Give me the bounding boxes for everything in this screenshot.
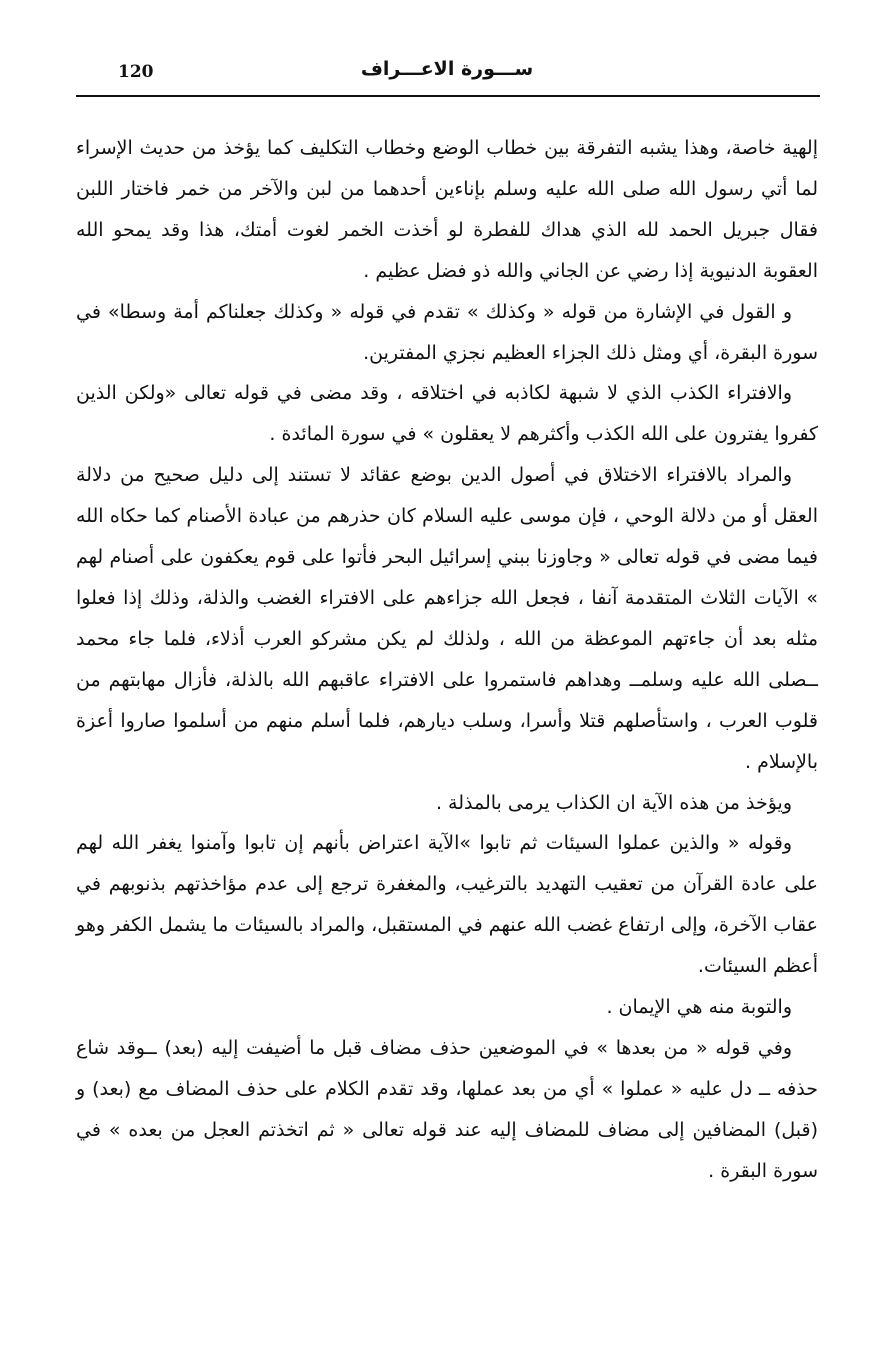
paragraph: وقوله « والذين عملوا السيئات ثم تابوا »الآية اعتراض بأنهم إن تابوا وآمنوا يغفر الله لهم على عادة القرآن من تعقيب التهديد بالترغيب، والمغفرة ترجع إلى عدم مؤاخذتهم بذنوبهم في عقاب الآخرة، وإلى ارتفاع غضب الله عنهم في المستقبل، والمراد بالسيئات ما يشمل الكفر وهو أعظم السيئات. <box>76 832 818 978</box>
paragraph: والافتراء الكذب الذي لا شبهة لكاذبه في اختلاقه ، وقد مضى في قوله تعالى «ولكن الذين كفروا يفترون على الله الكذب وأكثرهم لا يعقلون » في سورة المائدة . <box>76 382 818 446</box>
paragraph: ويؤخذ من هذه الآية ان الكذاب يرمى بالمذلة . <box>435 791 792 814</box>
paragraph: و القول في الإشارة من قوله « وكذلك » تقدم في قوله « وكذلك جعلناكم أمة وسطا» في سورة البقرة، أي ومثل ذلك الجزاء العظيم نجزي المفترين. <box>76 300 818 364</box>
page-body <box>76 128 818 1192</box>
header-divider <box>76 95 820 97</box>
paragraph: إلهية خاصة، وهذا يشبه التفرقة بين خطاب الوضع وخطاب التكليف كما يؤخذ من حديث الإسراء لما أتي رسول الله صلى الله عليه وسلم بإناءين أحدهما من لبن والآخر من خمر فاختار اللبن فقال جبريل الحمد لله الذي هداك للفطرة لو أخذت الخمر لغوت أمتك، هذا وقد يمحو الله العقوبة الدنيوية إذا رضي عن الجاني والله ذو فضل عظيم . <box>76 137 818 282</box>
paragraph: والتوبة منه هي الإيمان . <box>606 996 792 1019</box>
page-number: 120 <box>118 62 154 82</box>
page-header <box>76 50 818 94</box>
paragraph: والمراد بالافتراء الاختلاق في أصول الدين بوضع عقائد لا تستند إلى دليل صحيح من دلالة العقل أو من دلالة الوحي ، فإن موسى عليه السلام كان حذرهم من عبادة الأصنام كما حكاه الله فيما مضى في قوله تعالى « وجاوزنا ببني إسرائيل البحر فأتوا على قوم يعكفون على أصنام لهم » الآيات الثلاث المتقدمة آنفا ، فجعل الله جزاءهم على الافتراء الغضب والذلة، وذلك إذا فعلوا مثله بعد أن جاءتهم الموعظة من الله ، ولذلك لم يكن مشركو العرب أذلاء، فلما جاء محمد ــصلى الله عليه وسلمــ وهداهم فاستمروا على الافتراء عاقبهم الله بالذلة، فأزال مهابتهم من قلوب العرب ، واستأصلهم قتلا وأسرا، وسلب ديارهم، فلما أسلم منهم من أسلموا صاروا أعزة بالإسلام . <box>76 464 818 773</box>
surah-title: ســـورة الاعـــراف <box>360 58 534 80</box>
paragraph: وفي قوله « من بعدها » في الموضعين حذف مضاف قبل ما أضيفت إليه (بعد) ــوقد شاع حذفه ــ دل عليه « عملوا » أي من بعد عملها، وقد تقدم الكلام على حذف المضاف مع (بعد) و (قبل) المضافين إلى مضاف للمضاف إليه عند قوله تعالى « ثم اتخذتم العجل من بعده » في سورة البقرة . <box>76 1036 818 1182</box>
